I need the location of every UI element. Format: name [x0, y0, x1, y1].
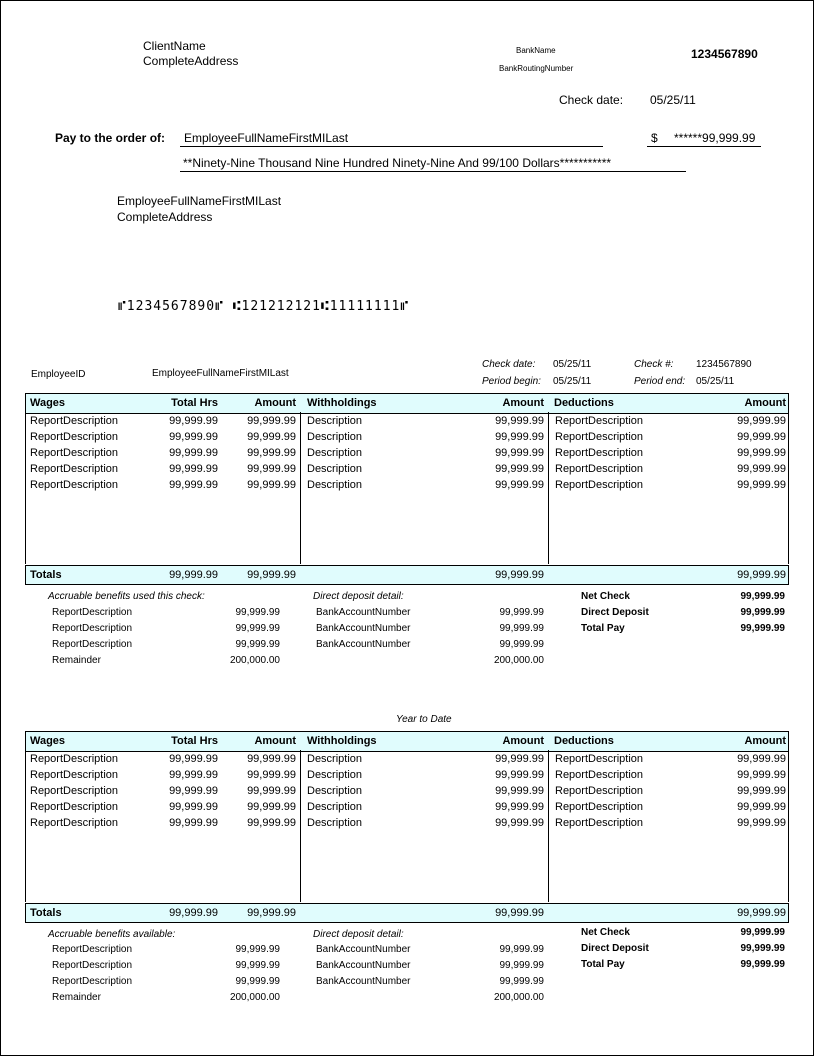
withholding-amount: 99,999.99	[495, 769, 544, 781]
wage-amount: 99,999.99	[247, 415, 296, 427]
check-date: 05/25/11	[650, 93, 696, 107]
deduction-amount: 99,999.99	[737, 479, 786, 491]
deduction-amount: 99,999.99	[737, 801, 786, 813]
total-hrs-header: Total Hrs	[171, 735, 218, 747]
ytd-title: Year to Date	[396, 714, 452, 725]
withholdings-header: Withholdings	[307, 397, 377, 409]
wage-hours: 99,999.99	[169, 753, 218, 765]
deduction-amount: 99,999.99	[737, 785, 786, 797]
pay-to-label: Pay to the order of:	[55, 131, 166, 145]
period-begin: 05/25/11	[553, 376, 592, 387]
summary-value: 99,999.99	[740, 591, 785, 602]
totals-withholdings: 99,999.99	[495, 907, 544, 919]
amount-words-line	[180, 171, 686, 172]
stub-check-num: 1234567890	[696, 359, 752, 370]
bank-name: BankName	[516, 46, 556, 55]
benefit-label: ReportDescription	[52, 944, 133, 955]
withholding-amount: 99,999.99	[495, 785, 544, 797]
deduction-description: ReportDescription	[555, 479, 644, 491]
wages-header: Wages	[30, 735, 66, 747]
bank-account-number: BankAccountNumber	[316, 944, 411, 955]
wage-description: ReportDescription	[30, 769, 119, 781]
ytd-earnings-table	[25, 731, 789, 922]
deduction-description: ReportDescription	[555, 415, 644, 427]
benefit-label: Remainder	[52, 992, 101, 1003]
benefit-label: Remainder	[52, 655, 101, 666]
benefits-title: Accruable benefits used this check:	[48, 591, 205, 602]
amount-line	[647, 146, 761, 147]
wage-hours: 99,999.99	[169, 817, 218, 829]
summary-value: 99,999.99	[740, 607, 785, 618]
deduction-description: ReportDescription	[555, 753, 644, 765]
check-number: 1234567890	[691, 47, 758, 61]
withholding-amount: 99,999.99	[495, 479, 544, 491]
benefit-value: 99,999.99	[235, 960, 280, 971]
period-begin-label: Period begin:	[482, 376, 541, 387]
deduction-amount: 99,999.99	[737, 415, 786, 427]
wage-hours: 99,999.99	[169, 415, 218, 427]
client-name: ClientName	[143, 39, 206, 53]
wage-description: ReportDescription	[30, 801, 119, 813]
totals-label: Totals	[30, 569, 62, 581]
summary-label: Net Check	[581, 927, 630, 938]
wage-hours: 99,999.99	[169, 769, 218, 781]
wage-hours: 99,999.99	[169, 447, 218, 459]
bank-account-number: BankAccountNumber	[316, 976, 411, 987]
wage-description: ReportDescription	[30, 415, 119, 427]
payee-line	[180, 146, 603, 147]
table-header	[25, 393, 789, 414]
amount-words: **Ninety-Nine Thousand Nine Hundred Ninety-Nine And 99/100 Dollars***********	[183, 156, 612, 170]
summary-value: 99,999.99	[740, 927, 785, 938]
bank-account-number: BankAccountNumber	[316, 639, 411, 650]
totals-hrs: 99,999.99	[169, 907, 218, 919]
withholding-amount: 99,999.99	[495, 753, 544, 765]
wages-header: Wages	[30, 397, 66, 409]
summary-value: 99,999.99	[740, 623, 785, 634]
withholding-description: Description	[307, 415, 363, 427]
current-earnings-table	[25, 393, 789, 584]
benefit-label: ReportDescription	[52, 976, 133, 987]
benefit-value: 99,999.99	[235, 944, 280, 955]
totals-deductions: 99,999.99	[737, 569, 786, 581]
withholding-description: Description	[307, 479, 363, 491]
benefit-value: 99,999.99	[235, 976, 280, 987]
check-date-label: Check date:	[559, 93, 624, 107]
table-header	[25, 731, 789, 752]
withholding-description: Description	[307, 769, 363, 781]
wage-amount: 99,999.99	[247, 447, 296, 459]
withholding-amount: 99,999.99	[495, 463, 544, 475]
deductions-header: Deductions	[554, 735, 614, 747]
deduction-description: ReportDescription	[555, 817, 644, 829]
column-divider	[300, 412, 301, 564]
summary-value: 99,999.99	[740, 959, 785, 970]
wage-description: ReportDescription	[30, 817, 119, 829]
direct-deposit-value: 99,999.99	[499, 976, 544, 987]
wage-hours: 99,999.99	[169, 463, 218, 475]
wage-hours: 99,999.99	[169, 479, 218, 491]
employee-id: EmployeeID	[31, 369, 86, 380]
direct-deposit-value: 99,999.99	[499, 944, 544, 955]
stub-check-num-label: Check #:	[634, 359, 674, 370]
benefit-label: ReportDescription	[52, 960, 133, 971]
withholdings-amount-header: Amount	[502, 735, 544, 747]
wage-description: ReportDescription	[30, 463, 119, 475]
deductions-amount-header: Amount	[744, 397, 786, 409]
deduction-description: ReportDescription	[555, 785, 644, 797]
benefit-label: ReportDescription	[52, 607, 133, 618]
totals-row	[25, 903, 789, 923]
summary-label: Total Pay	[581, 623, 625, 634]
direct-deposit-value: 99,999.99	[499, 960, 544, 971]
column-divider	[300, 750, 301, 902]
wage-amount: 99,999.99	[247, 817, 296, 829]
benefit-label: ReportDescription	[52, 639, 133, 650]
wage-hours: 99,999.99	[169, 785, 218, 797]
deductions-amount-header: Amount	[744, 735, 786, 747]
bank-routing: BankRoutingNumber	[499, 64, 574, 73]
deduction-amount: 99,999.99	[737, 463, 786, 475]
deductions-header: Deductions	[554, 397, 614, 409]
benefits-title: Accruable benefits available:	[48, 929, 176, 940]
payee: EmployeeFullNameFirstMILast	[184, 131, 349, 145]
wage-description: ReportDescription	[30, 447, 119, 459]
summary-value: 99,999.99	[740, 943, 785, 954]
wage-amount: 99,999.99	[247, 801, 296, 813]
withholding-description: Description	[307, 463, 363, 475]
totals-amount: 99,999.99	[247, 569, 296, 581]
wage-description: ReportDescription	[30, 785, 119, 797]
withholding-amount: 99,999.99	[495, 447, 544, 459]
direct-deposit-title: Direct deposit detail:	[313, 929, 404, 940]
direct-deposit-value: 99,999.99	[499, 623, 544, 634]
withholding-amount: 99,999.99	[495, 431, 544, 443]
totals-deductions: 99,999.99	[737, 907, 786, 919]
wage-amount: 99,999.99	[247, 785, 296, 797]
check-amount: ******99,999.99	[674, 131, 756, 145]
deduction-amount: 99,999.99	[737, 753, 786, 765]
bank-account-number: BankAccountNumber	[316, 623, 411, 634]
direct-deposit-value: 99,999.99	[499, 607, 544, 618]
employee-name: EmployeeFullNameFirstMILast	[152, 368, 289, 379]
summary-label: Total Pay	[581, 959, 625, 970]
wage-amount: 99,999.99	[247, 753, 296, 765]
withholding-amount: 99,999.99	[495, 817, 544, 829]
period-end-label: Period end:	[634, 376, 686, 387]
withholding-description: Description	[307, 801, 363, 813]
summary-label: Direct Deposit	[581, 607, 649, 618]
direct-deposit-value: 200,000.00	[493, 992, 544, 1003]
benefit-value: 99,999.99	[235, 607, 280, 618]
withholding-description: Description	[307, 431, 363, 443]
period-end: 05/25/11	[696, 376, 735, 387]
withholdings-amount-header: Amount	[502, 397, 544, 409]
total-hrs-header: Total Hrs	[171, 397, 218, 409]
column-divider	[548, 412, 549, 564]
withholding-description: Description	[307, 817, 363, 829]
benefit-value: 200,000.00	[229, 655, 280, 666]
column-divider	[548, 750, 549, 902]
wage-amount: 99,999.99	[247, 769, 296, 781]
bank-account-number: BankAccountNumber	[316, 960, 411, 971]
wage-description: ReportDescription	[30, 753, 119, 765]
withholding-description: Description	[307, 447, 363, 459]
wage-amount: 99,999.99	[247, 431, 296, 443]
direct-deposit-value: 99,999.99	[499, 639, 544, 650]
withholding-amount: 99,999.99	[495, 801, 544, 813]
deduction-description: ReportDescription	[555, 447, 644, 459]
withholdings-header: Withholdings	[307, 735, 377, 747]
payee-address: CompleteAddress	[117, 210, 213, 224]
deduction-amount: 99,999.99	[737, 769, 786, 781]
summary-label: Net Check	[581, 591, 630, 602]
deduction-description: ReportDescription	[555, 431, 644, 443]
wage-amount: 99,999.99	[247, 479, 296, 491]
table-body	[25, 750, 789, 902]
totals-withholdings: 99,999.99	[495, 569, 544, 581]
client-address: CompleteAddress	[143, 54, 239, 68]
withholding-description: Description	[307, 753, 363, 765]
deduction-description: ReportDescription	[555, 801, 644, 813]
withholding-amount: 99,999.99	[495, 415, 544, 427]
deduction-description: ReportDescription	[555, 463, 644, 475]
micr-line: ⑈1234567890⑈ ⑆121212121⑆11111111⑈	[118, 299, 410, 314]
stub-check-date-label: Check date:	[482, 359, 536, 370]
amount-header: Amount	[254, 397, 296, 409]
deduction-amount: 99,999.99	[737, 431, 786, 443]
totals-amount: 99,999.99	[247, 907, 296, 919]
wage-description: ReportDescription	[30, 431, 119, 443]
benefit-value: 99,999.99	[235, 623, 280, 634]
table-body	[25, 412, 789, 564]
payee-name: EmployeeFullNameFirstMILast	[117, 194, 282, 208]
wage-amount: 99,999.99	[247, 463, 296, 475]
wage-hours: 99,999.99	[169, 431, 218, 443]
deduction-description: ReportDescription	[555, 769, 644, 781]
wage-hours: 99,999.99	[169, 801, 218, 813]
totals-label: Totals	[30, 907, 62, 919]
withholding-description: Description	[307, 785, 363, 797]
totals-hrs: 99,999.99	[169, 569, 218, 581]
totals-row	[25, 565, 789, 585]
deduction-amount: 99,999.99	[737, 817, 786, 829]
direct-deposit-value: 200,000.00	[493, 655, 544, 666]
stub-check-date: 05/25/11	[553, 359, 592, 370]
direct-deposit-title: Direct deposit detail:	[313, 591, 404, 602]
deduction-amount: 99,999.99	[737, 447, 786, 459]
amount-header: Amount	[254, 735, 296, 747]
wage-description: ReportDescription	[30, 479, 119, 491]
benefit-value: 99,999.99	[235, 639, 280, 650]
dollar-sign: $	[651, 131, 658, 145]
benefit-label: ReportDescription	[52, 623, 133, 634]
bank-account-number: BankAccountNumber	[316, 607, 411, 618]
benefit-value: 200,000.00	[229, 992, 280, 1003]
summary-label: Direct Deposit	[581, 943, 649, 954]
